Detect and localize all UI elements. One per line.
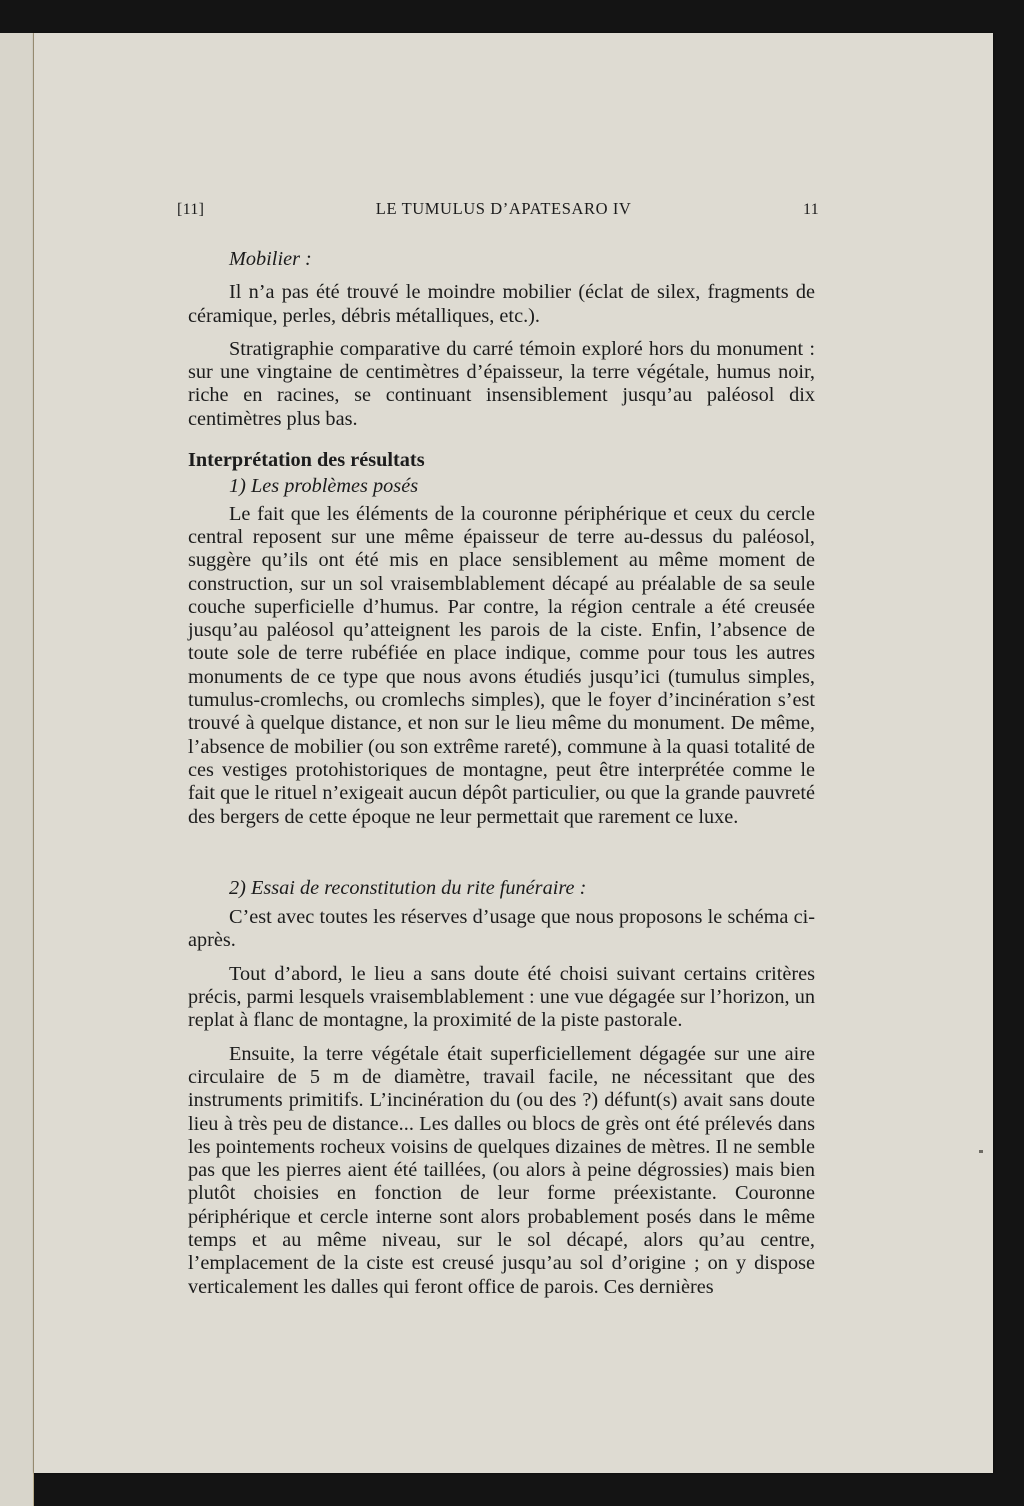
paragraph: Il n’a pas été trouvé le moindre mobilier (éclat de silex, fragments de céramique, perles, débris métalliques, etc.). (188, 281, 815, 327)
paragraph: Le fait que les éléments de la couronne périphérique et ceux du cercle central reposent sur une même épaisseur de terre au-dessus du paléosol, suggère qu’ils ont été mis en place sensiblement au même moment de construction, sur un sol vraisemblablement décapé au préalable de sa seule couche superficielle d’humus. Par contre, la région centrale a été creusée jusqu’au paléosol qu’atteignent les parois de la ciste. Enfin, l’absence de toute sole de terre rubéfiée en place indique, comme pour tous les autres monuments de ce type que nous avons étudiés jusqu’ici (tumulus simples, tumulus-cromlechs, ou cromlechs simples), que le foyer d’incinération s’est trouvé à quelque distance, et non sur le lieu même du monument. De même, l’absence de mobilier (ou son extrême rareté), commune à la quasi totalité de ces vestiges protohistoriques de montagne, peut être interprétée comme le fait que le rituel n’exigeait aucun dépôt particulier, ou que la grande pauvreté des bergers de cette époque ne leur permettait que rarement ce luxe. (188, 502, 815, 828)
page-number: 11 (802, 201, 819, 218)
section-number: [11] (177, 201, 205, 218)
paragraph: Tout d’abord, le lieu a sans doute été choisi suivant certains critères précis, parmi lesquels vraisemblablement : une vue dégagée sur l’horizon, un replat à flanc de montagne, la proximité de la piste pastorale. (188, 962, 815, 1032)
body-text (188, 248, 815, 1299)
section-heading: Interprétation des résultats (188, 449, 425, 472)
paragraph: C’est avec toutes les réserves d’usage que nous proposons le schéma ci-après. (188, 906, 815, 952)
previous-page-edge (0, 33, 34, 1506)
mobilier-heading: Mobilier : (229, 248, 312, 270)
page-speck (979, 1150, 983, 1153)
subsection-heading: 2) Essai de reconstitution du rite funéraire : (229, 876, 587, 899)
running-head (177, 199, 819, 219)
running-title: LE TUMULUS D’APATESARO IV (375, 199, 632, 218)
paragraph: Stratigraphie comparative du carré témoin exploré hors du monument : sur une vingtaine de centimètres d’épaisseur, la terre végétale, humus noir, riche en racines, se continuant insensiblement jusqu’au paléosol dix centimètres plus bas. (188, 337, 815, 430)
subsection-heading: 1) Les problèmes posés (229, 475, 419, 498)
paragraph: Ensuite, la terre végétale était superficiellement dégagée sur une aire circulaire de 5 m de diamètre, travail facile, ne nécessitant que des instruments primitifs. L’incinération du (ou des ?) défunt(s) avait sans doute lieu à très peu de distance... Les dalles ou blocs de grès ont été prélevés dans les pointements rocheux voisins de quelques dizaines de mètres. Il ne semble pas que les pierres aient été taillées, (ou alors à peine dégrossies) mais bien plutôt choisies en fonction de leur forme préexistante. Couronne périphérique et cercle interne sont alors probablement posés dans le même temps et au même niveau, sur le sol décapé, alors qu’au centre, l’emplacement de la ciste est creusé jusqu’au sol d’origine ; on y dispose verticalement les dalles qui feront office de parois. Ces dernières (188, 1042, 815, 1298)
